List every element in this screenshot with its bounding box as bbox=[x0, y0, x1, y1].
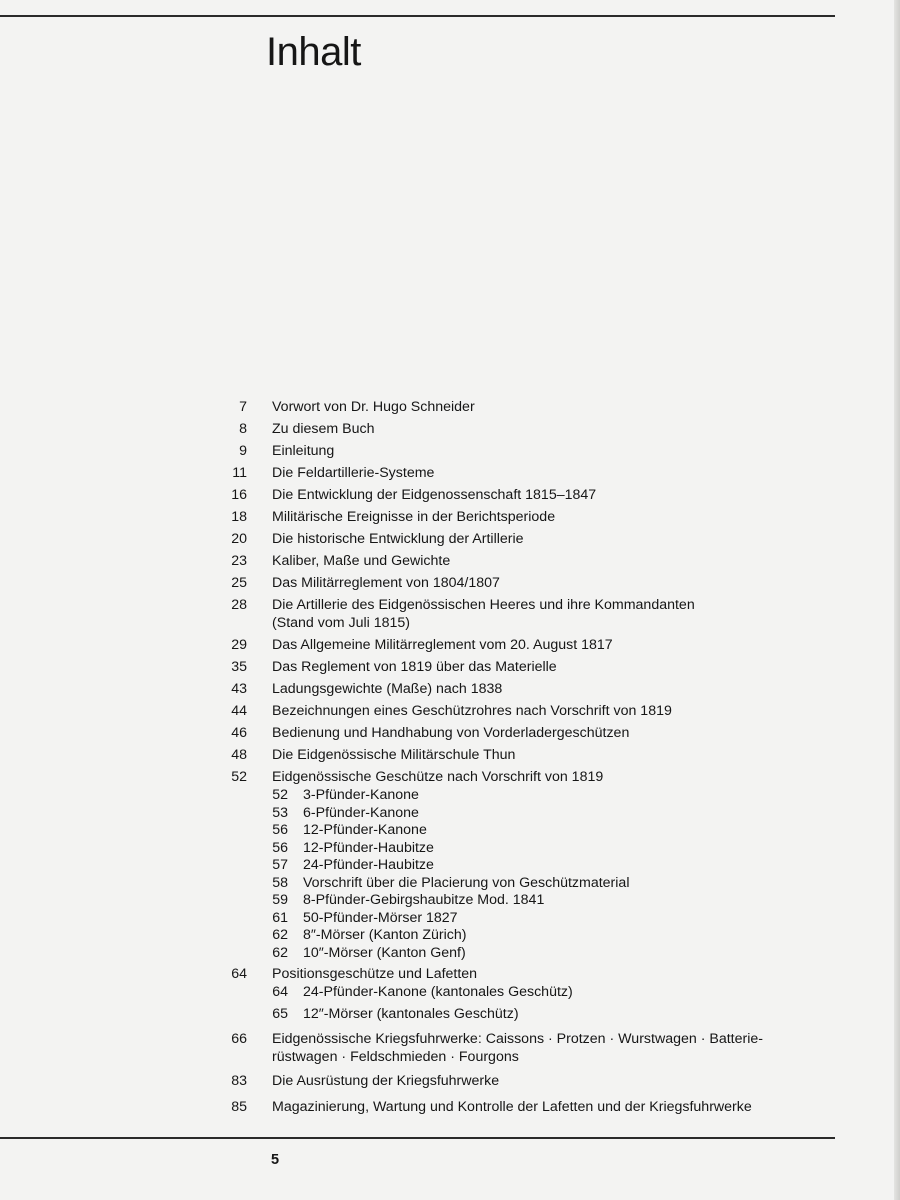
toc-entry-title: Die historische Entwicklung der Artillerie bbox=[272, 531, 524, 547]
toc-page-number: 20 bbox=[231, 531, 247, 547]
toc-page-number: 28 bbox=[231, 597, 247, 613]
toc-page-number: 62 bbox=[272, 927, 288, 943]
page-number: 5 bbox=[271, 1152, 280, 1168]
toc-entry-title: Kaliber, Maße und Gewichte bbox=[272, 553, 451, 569]
toc-page-number: 7 bbox=[239, 399, 247, 415]
toc-page-number: 56 bbox=[272, 839, 288, 856]
toc-entry-title: 6-Pfünder-Kanone bbox=[303, 804, 419, 821]
toc-entry-title: Eidgenössische Kriegsfuhrwerke: Caissons · Protzen · Wurstwagen · Batterie- bbox=[272, 1031, 763, 1047]
toc-entry-title: 24-Pfünder-Kanone (kantonales Geschütz) bbox=[303, 984, 573, 1000]
toc-entry-title: Das Militärreglement von 1804/1807 bbox=[272, 575, 500, 591]
toc-page-number: 23 bbox=[231, 553, 247, 569]
toc-page-number: 57 bbox=[272, 857, 288, 873]
toc-entry-title: Die Feldartillerie-Systeme bbox=[272, 465, 435, 481]
toc-entry-title: Die Ausrüstung der Kriegsfuhrwerke bbox=[272, 1073, 500, 1089]
toc-page-number: 16 bbox=[231, 487, 247, 503]
toc-page-number: 43 bbox=[231, 681, 247, 697]
toc-entry-title: Zu diesem Buch bbox=[272, 421, 375, 437]
toc-entry-title: Vorwort von Dr. Hugo Schneider bbox=[272, 399, 475, 415]
toc-entry-title: Einleitung bbox=[272, 443, 335, 459]
toc-page-number: 48 bbox=[231, 747, 247, 763]
page-edge bbox=[894, 0, 900, 1200]
toc-entry-title: Ladungsgewichte (Maße) nach 1838 bbox=[272, 681, 503, 697]
toc-page-number: 29 bbox=[231, 637, 247, 653]
toc-page-number: 18 bbox=[231, 509, 247, 525]
toc-entry-title: Positionsgeschütze und Lafetten bbox=[272, 966, 478, 982]
toc-entry-title: 12-Pfünder-Haubitze bbox=[303, 839, 434, 856]
toc-page-number: 8 bbox=[239, 421, 247, 437]
toc-page-number: 9 bbox=[239, 443, 247, 459]
toc-entry-title: Eidgenössische Geschütze nach Vorschrift von 1819 bbox=[272, 769, 604, 785]
toc-entry-title: Die Eidgenössische Militärschule Thun bbox=[272, 747, 516, 763]
toc-page-number: 85 bbox=[231, 1099, 247, 1115]
toc-entry-title: 10″-Mörser (Kanton Genf) bbox=[303, 944, 466, 961]
toc-page-number: 56 bbox=[272, 822, 288, 838]
toc-entry-title: 24-Pfünder-Haubitze bbox=[303, 857, 434, 873]
toc-entry-title: 12-Pfünder-Kanone bbox=[303, 822, 427, 838]
toc-entry-title: Die Entwicklung der Eidgenossenschaft 1815–1847 bbox=[272, 487, 597, 503]
toc-page-number: 62 bbox=[272, 944, 288, 961]
toc-page-number: 64 bbox=[272, 984, 288, 1000]
toc-entry-title: Vorschrift über die Placierung von Geschützmaterial bbox=[303, 874, 630, 891]
toc-entry-title: Die Artillerie des Eidgenössischen Heeres und ihre Kommandanten bbox=[272, 597, 695, 613]
toc-entry-title: 50-Pfünder-Mörser 1827 bbox=[303, 909, 458, 926]
toc-entry-title: 8-Pfünder-Gebirgshaubitze Mod. 1841 bbox=[303, 892, 545, 908]
toc-entry-title: Bedienung und Handhabung von Vorderladergeschützen bbox=[272, 725, 630, 741]
toc-entry-title-line2: rüstwagen · Feldschmieden · Fourgons bbox=[272, 1049, 519, 1065]
toc-page-number: 66 bbox=[231, 1031, 247, 1047]
toc-page-number: 53 bbox=[272, 804, 288, 821]
toc-entry-title: 8″-Mörser (Kanton Zürich) bbox=[303, 927, 467, 943]
bottom-rule bbox=[0, 1137, 835, 1139]
toc-page-number: 83 bbox=[231, 1073, 247, 1089]
toc-page-number: 44 bbox=[231, 703, 247, 719]
toc-page-number: 52 bbox=[272, 787, 288, 803]
toc-entry-title: Magazinierung, Wartung und Kontrolle der Lafetten und der Kriegsfuhrwerke bbox=[272, 1099, 752, 1115]
toc-page-number: 65 bbox=[272, 1006, 288, 1022]
toc-page-number: 58 bbox=[272, 874, 288, 891]
toc-page-number: 59 bbox=[272, 892, 288, 908]
page-title: Inhalt bbox=[266, 30, 361, 74]
toc-entry-title-line2: (Stand vom Juli 1815) bbox=[272, 615, 411, 631]
toc-page-number: 64 bbox=[231, 966, 247, 982]
toc-page-number: 61 bbox=[272, 909, 288, 926]
toc-entry-title: Das Reglement von 1819 über das Materielle bbox=[272, 659, 557, 675]
toc-page-number: 46 bbox=[231, 725, 247, 741]
top-rule bbox=[0, 15, 835, 17]
toc-entry-title: Militärische Ereignisse in der Berichtsperiode bbox=[272, 509, 556, 525]
toc-page-number: 52 bbox=[231, 769, 247, 785]
toc-page-number: 11 bbox=[232, 465, 247, 481]
toc-page-number: 35 bbox=[231, 659, 247, 675]
toc-entry-title: 12″-Mörser (kantonales Geschütz) bbox=[303, 1006, 519, 1022]
toc-entry-title: Das Allgemeine Militärreglement vom 20. August 1817 bbox=[272, 637, 613, 653]
toc-entry-title: 3-Pfünder-Kanone bbox=[303, 787, 419, 803]
toc-entry-title: Bezeichnungen eines Geschützrohres nach Vorschrift von 1819 bbox=[272, 703, 672, 719]
toc-page-number: 25 bbox=[231, 575, 247, 591]
